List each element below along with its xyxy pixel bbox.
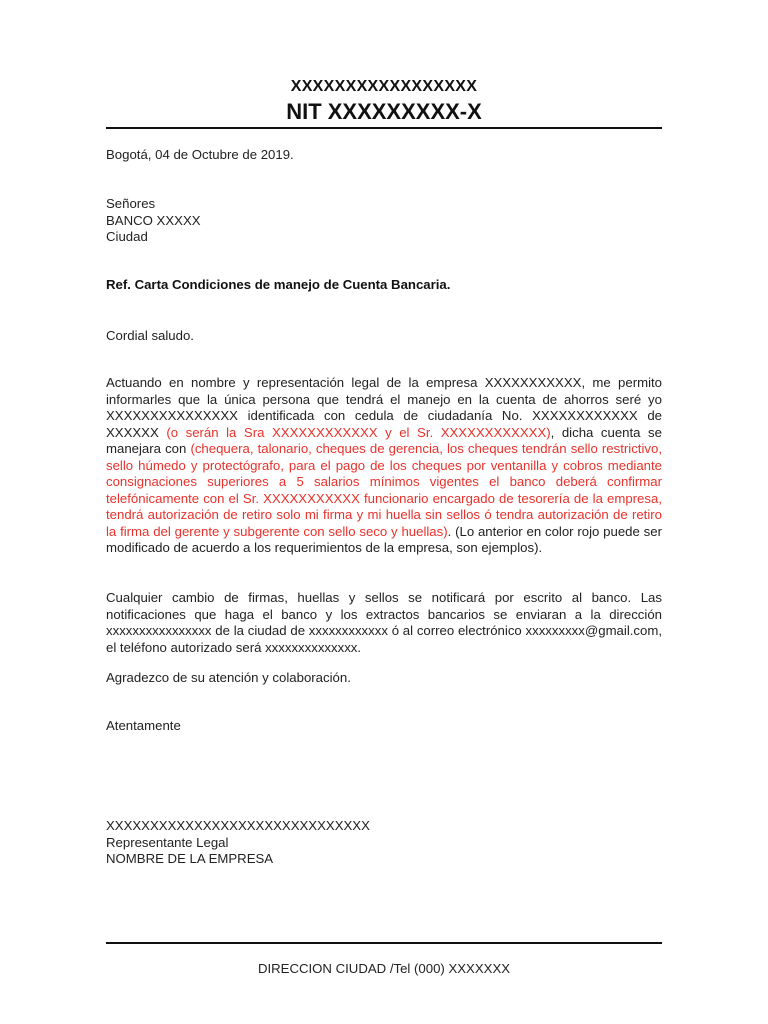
signature-title: Representante Legal (106, 834, 229, 850)
recipient-line-3: Ciudad (106, 229, 148, 244)
body-paragraph (106, 375, 662, 557)
footer-address: DIRECCION CIUDAD /Tel (000) XXXXXXX (257, 961, 511, 976)
signature-block (106, 818, 662, 868)
company-name: XXXXXXXXXXXXXXXXX (290, 78, 478, 95)
company-nit: NIT XXXXXXXXX-X (286, 99, 482, 124)
letter-date: Bogotá, 04 de Octubre de 2019. (106, 147, 294, 162)
recipient-line-1: Señores (106, 196, 156, 211)
body-text-2: , dicha cuenta se manejara con (106, 424, 662, 456)
footer-divider (106, 942, 662, 944)
notification-paragraph: Cualquier cambio de firmas, huellas y sellos se notificará por escrito al banco. Las notificaciones que haga el banco y los extractos bancarios se enviaran a la dirección xxxxxxxxxxxxxxxx de la ciudad de xxxxxxxxxxxx ó al correo electrónico xxxxxxxxx@gmail.com, el teléfono autorizado será xxxxxxxxxxxxxx. (106, 590, 662, 655)
body-text-conditions: (chequera, talonario, cheques de gerencia, los cheques tendrán sello restrictivo, sello húmedo y protectógrafo, para el pago de los cheques por ventanilla y cobros mediante consignaciones superiores a 5 salarios mínimos vigentes el banco deberá confirmar telefónicamente con el Sr. XXXXXXXXXXX funcionario encargado de tesorería de la empresa, tendrá autorización de retiro solo mi firma y mi huella sin sellos ó tendra autorización de retiro la firma del gerente y subgerente con sello seco y huellas) (106, 441, 662, 539)
body-text-3: . (Lo anterior en color rojo puede ser modificado de acuerdo a los requerimientos de la empresa, son ejemplos). (106, 523, 662, 555)
greeting: Cordial saludo. (106, 328, 194, 343)
recipient-line-2: BANCO XXXXX (106, 212, 201, 228)
recipient-block (106, 196, 662, 246)
signature-company: NOMBRE DE LA EMPRESA (106, 851, 274, 866)
reference-line: Ref. Carta Condiciones de manejo de Cuenta Bancaria. (106, 277, 451, 292)
body-text-1: Actuando en nombre y representación legal de la empresa XXXXXXXXXXX, me permito informarles que la única persona que tendrá el manejo en la cuenta de ahorros seré yo XXXXXXXXXXXXXXX identificada con cedula de ciudadanía No. XXXXXXXXXXXX de XXXXXX (106, 375, 662, 440)
header-divider (106, 127, 662, 129)
thanks-line: Agradezco de su atención y colaboración. (106, 670, 351, 685)
closing-line: Atentamente (106, 718, 181, 733)
body-text-alternate-signers: (o serán la Sra XXXXXXXXXXXX y el Sr. XXXXXXXXXXXX) (166, 424, 551, 440)
signature-name: XXXXXXXXXXXXXXXXXXXXXXXXXXXXXX (106, 818, 370, 833)
